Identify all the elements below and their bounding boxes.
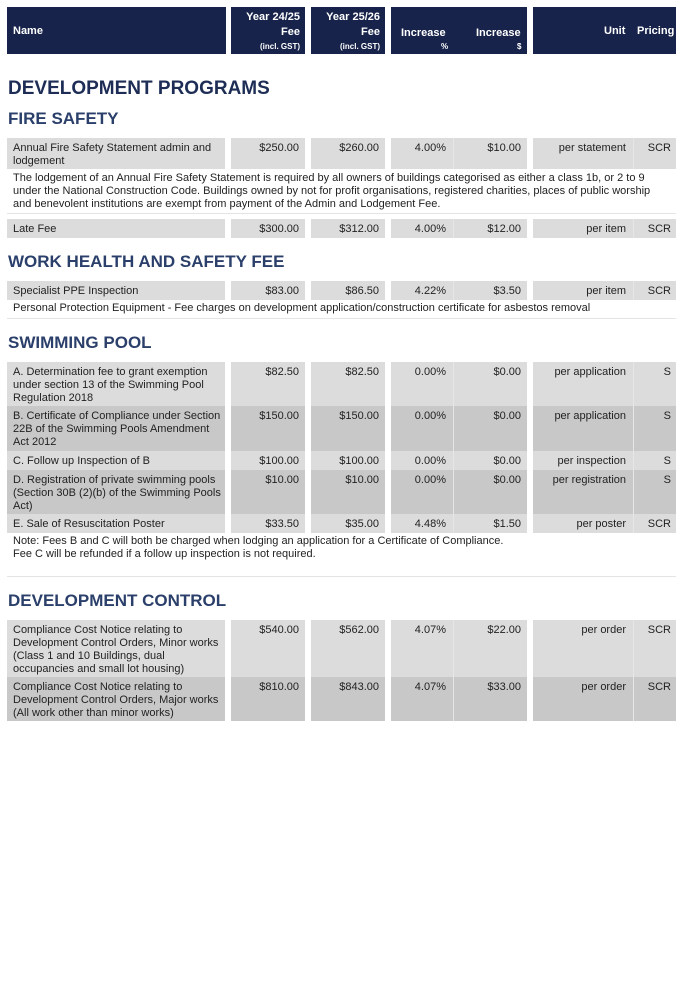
header-increase-pct-label: Increase	[401, 27, 446, 39]
row-name: Compliance Cost Notice relating to Development Control Orders, Major works (All work other than minor works)	[7, 677, 225, 721]
row-name: E. Sale of Resuscitation Poster	[7, 514, 225, 533]
table-row	[7, 677, 676, 721]
row-unit: per poster	[533, 514, 633, 533]
row-name: Late Fee	[7, 219, 225, 238]
header-increase-dollar-label: Increase	[476, 27, 521, 39]
row-pricing: S	[633, 451, 676, 470]
header-increase-cell	[391, 7, 527, 54]
row-increase-pct: 0.00%	[391, 470, 453, 514]
row-fee-2526: $35.00	[311, 514, 385, 533]
row-pricing: SCR	[633, 677, 676, 721]
row-unit: per order	[533, 620, 633, 677]
table-row	[7, 514, 676, 533]
row-fee-2425: $83.00	[231, 281, 305, 300]
note-line-2: Fee C will be refunded if a follow up inspection is not required.	[13, 548, 316, 560]
row-fee-2526: $86.50	[311, 281, 385, 300]
row-increase-pct: 0.00%	[391, 451, 453, 470]
row-fee-2425: $33.50	[231, 514, 305, 533]
row-name: C. Follow up Inspection of B	[7, 451, 225, 470]
header-increase-dollar-unit: $	[517, 42, 522, 51]
note-line-1: Note: Fees B and C will both be charged when lodging an application for a Certificate of Compliance.	[13, 535, 504, 547]
row-pricing: SCR	[633, 138, 676, 169]
row-fee-2526: $10.00	[311, 470, 385, 514]
row-fee-2425: $300.00	[231, 219, 305, 238]
header-unit-cell	[533, 7, 676, 54]
row-fee-2425: $250.00	[231, 138, 305, 169]
table-row	[7, 470, 676, 514]
row-increase-pct: 0.00%	[391, 406, 453, 451]
header-year1-title: Year 24/25	[246, 11, 300, 23]
note-text: Personal Protection Equipment - Fee charges on development application/construction certificate for asbestos removal	[13, 302, 591, 314]
row-increase-pct: 4.07%	[391, 620, 453, 677]
table-row	[7, 620, 676, 677]
row-fee-2526: $150.00	[311, 406, 385, 451]
header-year2-cell	[311, 7, 385, 54]
row-pricing: SCR	[633, 219, 676, 238]
table-row	[7, 219, 676, 238]
row-increase-dollar: $0.00	[453, 406, 527, 451]
row-fee-2526: $82.50	[311, 362, 385, 406]
row-unit: per item	[533, 219, 633, 238]
row-unit: per application	[533, 406, 633, 451]
row-increase-dollar: $0.00	[453, 362, 527, 406]
row-fee-2425: $810.00	[231, 677, 305, 721]
row-pricing: SCR	[633, 514, 676, 533]
row-unit: per order	[533, 677, 633, 721]
row-unit: per application	[533, 362, 633, 406]
row-increase-dollar: $33.00	[453, 677, 527, 721]
header-year1-gst: (incl. GST)	[260, 42, 300, 51]
row-increase-dollar: $1.50	[453, 514, 527, 533]
header-year1-fee: Fee	[281, 26, 300, 38]
row-pricing: SCR	[633, 620, 676, 677]
row-increase-dollar: $0.00	[453, 451, 527, 470]
row-fee-2526: $843.00	[311, 677, 385, 721]
row-unit: per statement	[533, 138, 633, 169]
swimming-pool-note	[7, 533, 676, 577]
note-text: The lodgement of an Annual Fire Safety Statement is required by all owners of buildings categorised as either a class 1b, or 2 to 9 under the National Construction Code. Buildings owned by not for profit organisations, registered charities, places of public worship and benevolent institutions are exempt from payment of the Admin and Lodgement Fee.	[13, 172, 651, 210]
row-increase-pct: 4.48%	[391, 514, 453, 533]
row-fee-2425: $82.50	[231, 362, 305, 406]
row-unit: per registration	[533, 470, 633, 514]
header-increase-pct-unit: %	[441, 42, 449, 51]
row-name: Compliance Cost Notice relating to Development Control Orders, Minor works (Class 1 and 10 Buildings, dual occupancies and small lot housing)	[7, 620, 225, 677]
whs-note	[7, 300, 676, 319]
header-name-label: Name	[13, 25, 43, 37]
row-unit: per item	[533, 281, 633, 300]
header-name-cell	[7, 7, 226, 54]
section-title-swimming-pool: SWIMMING POOL	[8, 333, 152, 352]
row-fee-2425: $10.00	[231, 470, 305, 514]
row-increase-pct: 0.00%	[391, 362, 453, 406]
row-fee-2425: $150.00	[231, 406, 305, 451]
row-unit: per inspection	[533, 451, 633, 470]
header-year1-cell	[231, 7, 305, 54]
row-increase-pct: 4.00%	[391, 219, 453, 238]
row-increase-pct: 4.07%	[391, 677, 453, 721]
row-name: Specialist PPE Inspection	[7, 281, 225, 300]
header-year2-gst: (incl. GST)	[340, 42, 380, 51]
table-row	[7, 451, 676, 470]
row-name: Annual Fire Safety Statement admin and lodgement	[7, 138, 225, 169]
row-increase-pct: 4.22%	[391, 281, 453, 300]
fire-safety-note	[7, 170, 676, 214]
row-name: B. Certificate of Compliance under Section 22B of the Swimming Pools Amendment Act 2012	[7, 406, 225, 451]
row-pricing: SCR	[633, 281, 676, 300]
row-increase-pct: 4.00%	[391, 138, 453, 169]
row-increase-dollar: $10.00	[453, 138, 527, 169]
section-title-development-control: DEVELOPMENT CONTROL	[8, 591, 227, 610]
row-fee-2526: $312.00	[311, 219, 385, 238]
row-increase-dollar: $0.00	[453, 470, 527, 514]
row-pricing: S	[633, 470, 676, 514]
row-pricing: S	[633, 362, 676, 406]
table-row	[7, 362, 676, 406]
row-fee-2526: $260.00	[311, 138, 385, 169]
row-increase-dollar: $22.00	[453, 620, 527, 677]
table-row	[7, 406, 676, 451]
header-pricing-label: Pricing	[637, 25, 675, 37]
header-year2-title: Year 25/26	[326, 11, 380, 23]
section-title-fire-safety: FIRE SAFETY	[8, 109, 119, 128]
page-title: DEVELOPMENT PROGRAMS	[8, 78, 270, 99]
header-unit-label: Unit	[604, 25, 626, 37]
row-name: A. Determination fee to grant exemption under section 13 of the Swimming Pool Regulation 2018	[7, 362, 225, 406]
row-increase-dollar: $3.50	[453, 281, 527, 300]
header-year2-fee: Fee	[361, 26, 380, 38]
row-name: D. Registration of private swimming pools (Section 30B (2)(b) of the Swimming Pools Act)	[7, 470, 225, 514]
table-row	[7, 138, 676, 169]
row-fee-2425: $100.00	[231, 451, 305, 470]
section-title-whs: WORK HEALTH AND SAFETY FEE	[8, 252, 285, 271]
row-fee-2425: $540.00	[231, 620, 305, 677]
row-fee-2526: $562.00	[311, 620, 385, 677]
table-row	[7, 281, 676, 300]
row-pricing: S	[633, 406, 676, 451]
row-fee-2526: $100.00	[311, 451, 385, 470]
row-increase-dollar: $12.00	[453, 219, 527, 238]
